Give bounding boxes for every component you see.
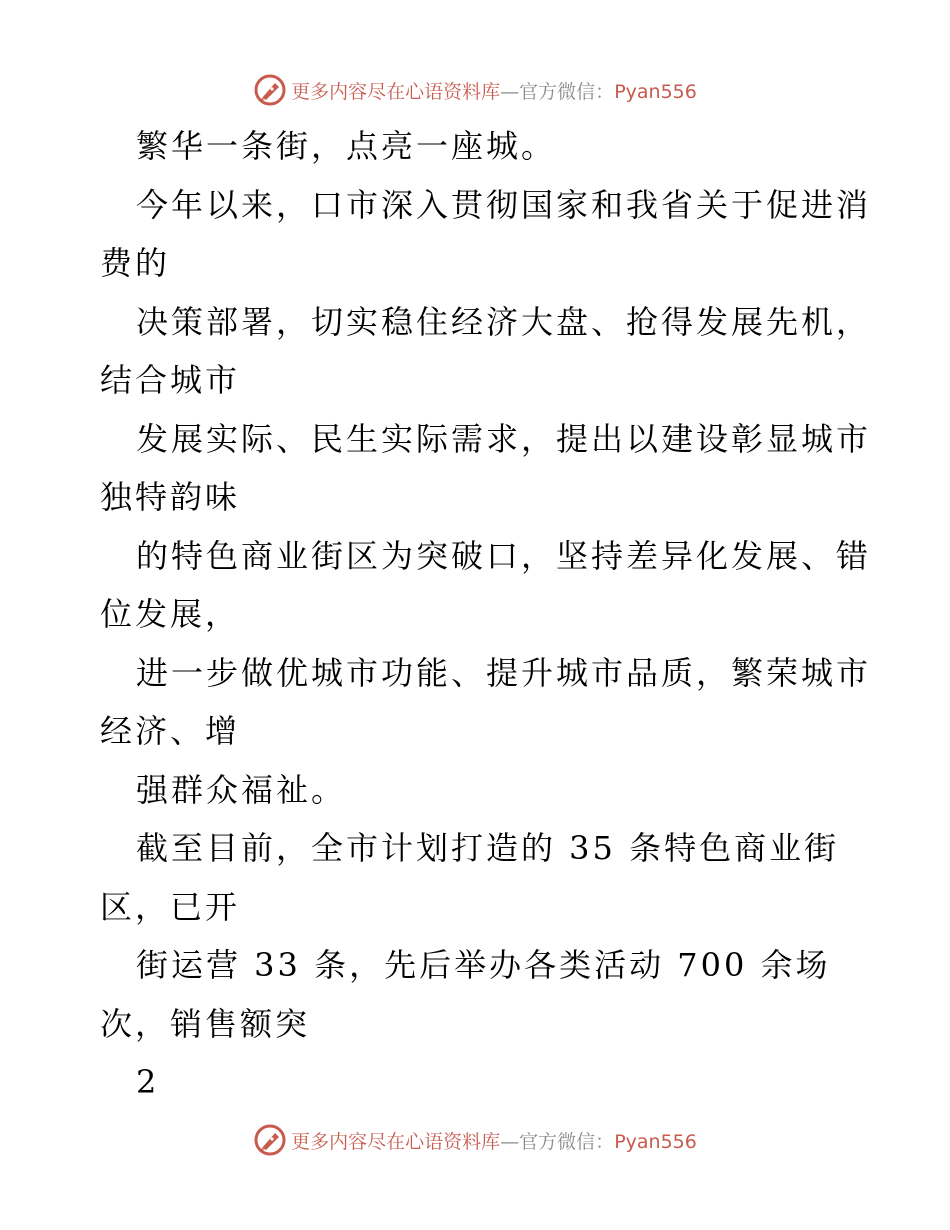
text-line: 决策部署，切实稳住经济大盘、抢得发展先机， <box>136 303 872 341</box>
pen-logo-icon <box>253 1123 287 1157</box>
text-line: 进一步做优城市功能、提升城市品质，繁荣城市 <box>136 654 872 692</box>
footer-wechat-label: 官方微信： <box>519 1130 615 1153</box>
text-line: 次，销售额突 <box>100 1005 311 1043</box>
text-line: 位发展， <box>100 595 241 633</box>
footer-wechat-id: Pyan556 <box>614 1130 697 1153</box>
header-banner-title: 更多内容尽在心语资料库 <box>291 80 501 103</box>
text-line: 区，已开 <box>100 888 241 926</box>
text-line: 今年以来，口市深入贯彻国家和我省关于促进消 <box>136 186 872 224</box>
text-line: 繁华一条街，点亮一座城。 <box>136 127 557 165</box>
footer-banner <box>0 1120 950 1160</box>
footer-banner-separator: — <box>500 1130 520 1153</box>
text-line: 街运营 33 条，先后举办各类活动 700 余场 <box>136 946 831 984</box>
text-line: 发展实际、民生实际需求，提出以建设彰显城市 <box>136 420 872 458</box>
text-line: 的特色商业街区为突破口，坚持差异化发展、错 <box>136 537 872 575</box>
header-banner-separator: — <box>500 80 520 103</box>
text-line: 强群众福祉。 <box>136 771 347 809</box>
text-line: 结合城市 <box>100 361 241 399</box>
page-number: 2 <box>136 1063 160 1101</box>
footer-banner-title: 更多内容尽在心语资料库 <box>291 1130 501 1153</box>
text-line: 费的 <box>100 244 171 282</box>
text-line: 截至目前，全市计划打造的 35 条特色商业街 <box>136 829 840 867</box>
header-wechat-id: Pyan556 <box>614 80 697 103</box>
text-line: 经济、增 <box>100 712 241 750</box>
footer-banner-text <box>291 1127 697 1154</box>
text-line: 独特韵味 <box>100 478 241 516</box>
header-wechat-label: 官方微信： <box>519 80 615 103</box>
